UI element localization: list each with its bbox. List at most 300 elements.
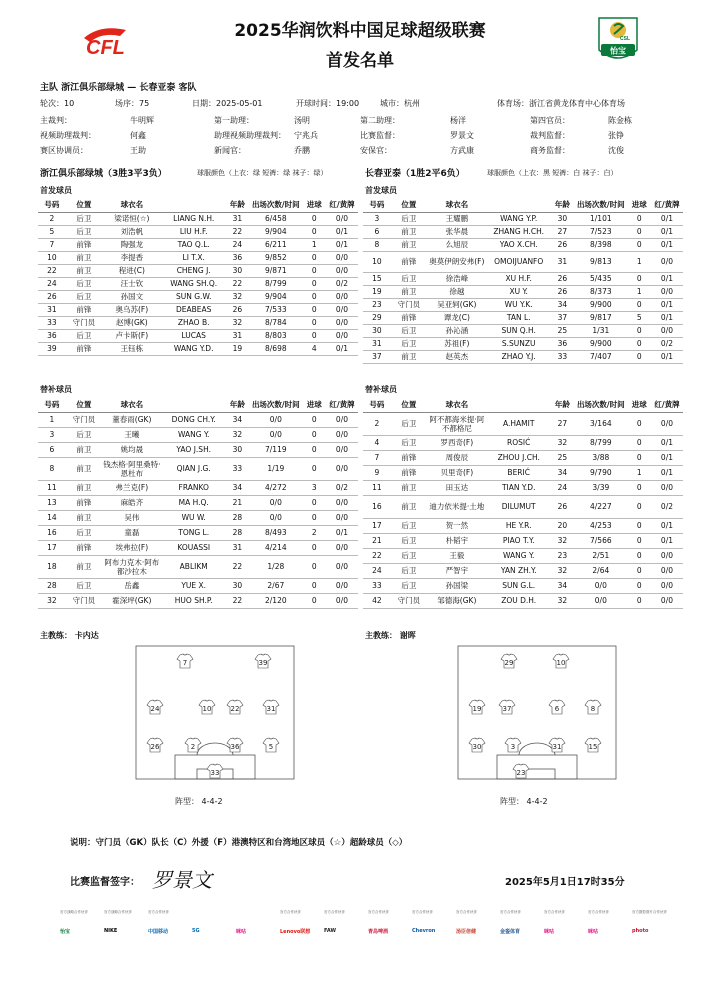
table-cell: 前卫 xyxy=(66,510,102,525)
table-cell: 贝里奇(F) xyxy=(427,465,487,480)
table-cell: TIAN Y.D. xyxy=(487,480,551,495)
table-cell: 0/0 xyxy=(326,316,358,329)
table-cell: CHENG J. xyxy=(162,264,226,277)
away-subs-table xyxy=(363,398,683,609)
table-row xyxy=(363,450,683,465)
table-cell: 9/813 xyxy=(574,251,627,272)
table-row xyxy=(38,329,358,342)
home-starters-label: 首发球员 xyxy=(40,186,72,195)
table-cell: 28 xyxy=(226,525,249,540)
table-cell: 后卫 xyxy=(66,329,102,342)
table-row xyxy=(363,285,683,298)
table-cell: 后卫 xyxy=(391,563,427,578)
table-cell: 31 xyxy=(363,337,391,350)
table-cell: 后卫 xyxy=(66,277,102,290)
table-cell: 11 xyxy=(38,480,66,495)
table-cell: 谭龙(C) xyxy=(427,311,487,324)
table-cell: DONG CH.Y. xyxy=(162,412,226,427)
table-cell: 9/904 xyxy=(249,290,302,303)
table-cell: 阿布力克木·阿布都沙拉木 xyxy=(102,555,162,578)
table-cell: 2 xyxy=(302,525,325,540)
sponsor-caption: 官方合作伙伴 xyxy=(544,910,565,914)
player-number: 10 xyxy=(202,705,212,713)
table-cell: YAO X.CH. xyxy=(487,238,551,251)
table-cell: 后卫 xyxy=(391,533,427,548)
match-header: 主队 浙江俱乐部绿城 — 长春亚泰 客队 xyxy=(40,83,197,93)
table-cell: 36 xyxy=(38,329,66,342)
supervisor-signature xyxy=(150,864,222,894)
table-cell: 汪士钦 xyxy=(102,277,162,290)
table-cell: 后卫 xyxy=(391,212,427,225)
signature-text: 罗景文 xyxy=(152,868,212,892)
player-number: 22 xyxy=(230,705,240,713)
table-cell: 0 xyxy=(627,337,650,350)
table-cell: 8/373 xyxy=(574,285,627,298)
table-cell: 前卫 xyxy=(66,555,102,578)
table-cell: 8/799 xyxy=(574,435,627,450)
table-cell: 迪力依米提·土地 xyxy=(427,495,487,518)
table-cell: 0 xyxy=(302,212,325,225)
meta-value: 牛明辉 xyxy=(130,116,154,125)
table-cell: 1/28 xyxy=(249,555,302,578)
table-cell: 奥莫伊朗安弗(F) xyxy=(427,251,487,272)
table-cell: 7/407 xyxy=(574,350,627,363)
table-cell: 0/0 xyxy=(574,578,627,593)
column-header: 红/黄牌 xyxy=(326,398,358,412)
table-cell: 钱杰格·阿里桑特·恩杜布 xyxy=(102,457,162,480)
table-cell: 34 xyxy=(226,480,249,495)
table-cell: 1 xyxy=(627,285,650,298)
table-cell: 0 xyxy=(627,548,650,563)
home-coach: 主教练： 卡内达 xyxy=(40,631,99,640)
player-number: 31 xyxy=(266,705,276,713)
table-cell: 程进(C) xyxy=(102,264,162,277)
table-cell: XU H.F. xyxy=(487,272,551,285)
table-cell: WU Y.K. xyxy=(487,298,551,311)
table-cell: 后卫 xyxy=(391,435,427,450)
table-cell: 2/51 xyxy=(574,548,627,563)
table-row xyxy=(363,495,683,518)
table-row xyxy=(363,337,683,350)
table-cell: 20 xyxy=(551,518,574,533)
table-row xyxy=(363,272,683,285)
column-header: 出场次数/时间 xyxy=(249,198,302,212)
table-cell: 0 xyxy=(627,593,650,608)
table-cell: 26 xyxy=(38,290,66,303)
table-cell: 0 xyxy=(302,442,325,457)
away-starters-table xyxy=(363,198,683,364)
table-cell: 0/0 xyxy=(249,510,302,525)
meta-label: 新闻官： xyxy=(214,146,246,155)
player-number: 39 xyxy=(258,659,268,667)
table-cell: 孙国梁 xyxy=(427,578,487,593)
table-cell: 0/2 xyxy=(651,495,683,518)
column-header: 出场次数/时间 xyxy=(249,398,302,412)
table-cell: 前锋 xyxy=(66,303,102,316)
sponsor-logo: Chevron xyxy=(412,928,436,934)
sponsor-logo: 怡宝 xyxy=(60,929,71,935)
player-number: 33 xyxy=(210,769,220,777)
sponsor-logo: NIKE xyxy=(104,928,118,934)
away-starters-label: 首发球员 xyxy=(365,186,397,195)
meta-value: 乔鹏 xyxy=(294,146,310,155)
table-cell: 33 xyxy=(551,350,574,363)
away-formation: 阵型： 4-4-2 xyxy=(500,797,548,806)
sponsor-logo: FAW xyxy=(324,928,337,934)
table-cell: 赵博(GK) xyxy=(102,316,162,329)
table-cell: 0/1 xyxy=(651,272,683,285)
table-cell: 0/1 xyxy=(651,350,683,363)
table-row xyxy=(38,303,358,316)
meta-date: 日期：2025-05-01 xyxy=(192,99,263,108)
sponsor-caption: 官方摄影图片合作伙伴 xyxy=(632,910,667,914)
table-cell: OMOIJUANFO xyxy=(487,251,551,272)
meta-value: 汤明 xyxy=(294,116,310,125)
table-cell: WANG Y.D. xyxy=(162,342,226,355)
table-cell: 前卫 xyxy=(391,225,427,238)
table-cell: YAO J.SH. xyxy=(162,442,226,457)
table-row xyxy=(38,480,358,495)
table-cell: 0 xyxy=(302,290,325,303)
table-cell: 0/1 xyxy=(651,533,683,548)
table-cell: LUCAS xyxy=(162,329,226,342)
table-cell: 后卫 xyxy=(391,337,427,350)
table-cell: LI T.X. xyxy=(162,251,226,264)
table-cell: 30 xyxy=(226,442,249,457)
table-cell: 0 xyxy=(302,225,325,238)
table-cell: 0 xyxy=(627,412,650,435)
table-cell: 34 xyxy=(551,298,574,311)
table-row xyxy=(38,593,358,608)
away-formation-pitch xyxy=(457,645,617,780)
table-cell: 0/0 xyxy=(651,578,683,593)
table-cell: 0 xyxy=(302,427,325,442)
table-cell: 0 xyxy=(302,277,325,290)
meta-label: 第一助理： xyxy=(214,116,254,125)
table-cell: 0 xyxy=(627,533,650,548)
table-cell: 0 xyxy=(302,316,325,329)
table-cell: 后卫 xyxy=(391,578,427,593)
table-cell: 奥乌苏(F) xyxy=(102,303,162,316)
table-row xyxy=(363,593,683,608)
table-cell: 0 xyxy=(627,298,650,311)
table-cell: 22 xyxy=(226,225,249,238)
table-cell: WANG Y.P. xyxy=(487,212,551,225)
table-row xyxy=(38,342,358,355)
player-number: 30 xyxy=(472,743,482,751)
table-row xyxy=(363,533,683,548)
table-cell: 1 xyxy=(302,238,325,251)
table-row xyxy=(38,412,358,427)
column-header: 红/黄牌 xyxy=(651,398,683,412)
table-cell: 守门员 xyxy=(66,412,102,427)
sponsor-strip xyxy=(60,910,680,950)
table-cell: 弗兰克(F) xyxy=(102,480,162,495)
table-cell: DILUMUT xyxy=(487,495,551,518)
table-cell: 31 xyxy=(226,540,249,555)
table-cell: 10 xyxy=(38,251,66,264)
player-number: 26 xyxy=(150,743,160,751)
table-cell: 26 xyxy=(551,272,574,285)
table-cell: 8/784 xyxy=(249,316,302,329)
table-cell: 31 xyxy=(226,329,249,342)
sponsor-caption: 官方合作伙伴 xyxy=(412,910,433,914)
table-row xyxy=(38,212,358,225)
table-cell: 1 xyxy=(627,465,650,480)
table-cell: 0 xyxy=(627,480,650,495)
column-header: 球衣名 xyxy=(427,198,487,212)
table-cell: 前卫 xyxy=(391,350,427,363)
sponsor-logo: 金銮体育 xyxy=(500,929,521,935)
table-cell: 0/0 xyxy=(249,412,302,427)
table-cell: 前锋 xyxy=(66,238,102,251)
table-cell: 25 xyxy=(551,450,574,465)
table-cell: 0/1 xyxy=(651,225,683,238)
table-cell: 30 xyxy=(551,212,574,225)
table-cell: HE Y.R. xyxy=(487,518,551,533)
column-header: 红/黄牌 xyxy=(651,198,683,212)
table-row xyxy=(38,225,358,238)
sponsor-logo: 咪咕 xyxy=(236,929,247,935)
table-cell: 7/523 xyxy=(574,225,627,238)
table-cell: 刘浩帆 xyxy=(102,225,162,238)
table-cell: 0/0 xyxy=(326,442,358,457)
table-cell: 前锋 xyxy=(391,251,427,272)
table-cell: 前卫 xyxy=(391,480,427,495)
sponsor-logo: 中国移动 xyxy=(148,929,169,935)
table-cell: 26 xyxy=(551,285,574,298)
table-cell: YUE X. xyxy=(162,578,226,593)
table-cell: 前锋 xyxy=(391,311,427,324)
table-cell: 7/566 xyxy=(574,533,627,548)
sponsor-caption: 官方合作伙伴 xyxy=(368,910,389,914)
column-header: 球衣名 xyxy=(427,398,487,412)
sponsor-logo: photo xyxy=(632,928,649,934)
player-number: 8 xyxy=(590,705,596,713)
table-cell: 前卫 xyxy=(66,442,102,457)
table-cell: 22 xyxy=(226,277,249,290)
table-cell: 2 xyxy=(363,412,391,435)
table-cell: 0/0 xyxy=(326,457,358,480)
table-cell: 岳鑫 xyxy=(102,578,162,593)
table-cell: 22 xyxy=(363,548,391,563)
table-cell: 32 xyxy=(226,427,249,442)
table-cell: 7 xyxy=(38,238,66,251)
meta-label: 主裁判： xyxy=(40,116,72,125)
table-cell: 么旭辰 xyxy=(427,238,487,251)
table-cell: 0/0 xyxy=(651,480,683,495)
table-cell: 0/1 xyxy=(326,225,358,238)
table-cell: A.HAMIT xyxy=(487,412,551,435)
away-subs-label: 替补球员 xyxy=(365,385,397,394)
table-cell: 0 xyxy=(302,412,325,427)
table-row xyxy=(38,251,358,264)
table-cell: 邹德海(GK) xyxy=(427,593,487,608)
table-row xyxy=(38,555,358,578)
table-row xyxy=(38,264,358,277)
table-cell: 后卫 xyxy=(391,518,427,533)
table-cell: 4/272 xyxy=(249,480,302,495)
meta-stadium: 体育场：浙江省黄龙体育中心体育场 xyxy=(497,99,625,108)
table-cell: 朴韬宇 xyxy=(427,533,487,548)
table-cell: 前锋 xyxy=(66,540,102,555)
table-row xyxy=(38,290,358,303)
column-header: 进球 xyxy=(627,398,650,412)
table-cell: 8/799 xyxy=(249,277,302,290)
table-cell: BERIĆ xyxy=(487,465,551,480)
table-cell: 0 xyxy=(627,578,650,593)
csl-brand-text: 怡宝 xyxy=(610,46,626,56)
home-subs-table xyxy=(38,398,358,609)
table-cell: 13 xyxy=(38,495,66,510)
table-cell: 8 xyxy=(38,457,66,480)
sponsor-caption: 官方合作伙伴 xyxy=(500,910,521,914)
column-header: 位置 xyxy=(66,398,102,412)
table-cell: 33 xyxy=(38,316,66,329)
sponsor-logo: 5G xyxy=(192,928,200,934)
player-number: 5 xyxy=(268,743,274,751)
table-cell: 守门员 xyxy=(66,316,102,329)
table-cell: 6/458 xyxy=(249,212,302,225)
table-row xyxy=(38,457,358,480)
column-header: 红/黄牌 xyxy=(326,198,358,212)
table-cell: 4 xyxy=(302,342,325,355)
table-cell: 24 xyxy=(363,563,391,578)
player-number: 3 xyxy=(510,743,516,751)
table-cell: ABLIKM xyxy=(162,555,226,578)
table-cell: 26 xyxy=(551,495,574,518)
table-cell: 22 xyxy=(38,264,66,277)
table-cell: 后卫 xyxy=(391,548,427,563)
table-header-row xyxy=(363,398,683,412)
table-cell: 后卫 xyxy=(66,578,102,593)
table-cell: 0/1 xyxy=(651,298,683,311)
table-cell: 0 xyxy=(302,264,325,277)
table-cell: ZOU D.H. xyxy=(487,593,551,608)
table-row xyxy=(38,238,358,251)
table-row xyxy=(363,311,683,324)
table-cell: 0 xyxy=(627,212,650,225)
table-row xyxy=(363,324,683,337)
player-number: 31 xyxy=(552,743,562,751)
table-cell: 32 xyxy=(551,563,574,578)
table-cell: 0/0 xyxy=(326,290,358,303)
table-cell: 8/493 xyxy=(249,525,302,540)
table-cell: YAN ZH.Y. xyxy=(487,563,551,578)
table-cell: 前卫 xyxy=(66,251,102,264)
table-row xyxy=(38,427,358,442)
table-cell: 守门员 xyxy=(391,593,427,608)
table-cell: 2 xyxy=(38,212,66,225)
table-cell: TAO Q.L. xyxy=(162,238,226,251)
sponsor-caption: 官方战略合作伙伴 xyxy=(60,910,88,914)
table-cell: 后卫 xyxy=(66,225,102,238)
table-cell: 10 xyxy=(363,251,391,272)
table-cell: MA H.Q. xyxy=(162,495,226,510)
table-cell: 0/1 xyxy=(326,238,358,251)
table-cell: 0 xyxy=(627,563,650,578)
table-cell: 9/904 xyxy=(249,225,302,238)
table-cell: 0/0 xyxy=(326,329,358,342)
table-cell: 后卫 xyxy=(391,412,427,435)
table-cell: WANG Y. xyxy=(487,548,551,563)
away-coach: 主教练： 谢晖 xyxy=(365,631,416,640)
table-cell: KOUASSI xyxy=(162,540,226,555)
table-cell: 0/0 xyxy=(651,324,683,337)
table-cell: SUN G.L. xyxy=(487,578,551,593)
table-cell: 0/1 xyxy=(651,450,683,465)
table-cell: 0 xyxy=(302,578,325,593)
table-cell: 7/533 xyxy=(249,303,302,316)
table-cell: 34 xyxy=(226,412,249,427)
player-number: 37 xyxy=(502,705,512,713)
table-cell: 0/1 xyxy=(326,342,358,355)
table-cell: 1 xyxy=(38,412,66,427)
table-cell: 卢卡斯(F) xyxy=(102,329,162,342)
table-cell: 0/0 xyxy=(651,251,683,272)
table-cell: 0/1 xyxy=(326,525,358,540)
table-cell: 23 xyxy=(363,298,391,311)
table-cell: 36 xyxy=(551,337,574,350)
table-cell: 苏祖(F) xyxy=(427,337,487,350)
table-cell: 42 xyxy=(363,593,391,608)
sponsor-logo: Lenovo联想 xyxy=(280,929,311,935)
table-cell: 22 xyxy=(226,555,249,578)
table-row xyxy=(38,316,358,329)
table-cell: 0 xyxy=(627,238,650,251)
sponsor-caption: 官方合作伙伴 xyxy=(280,910,301,914)
table-cell: 27 xyxy=(551,412,574,435)
table-cell: 贺一然 xyxy=(427,518,487,533)
table-cell: 前卫 xyxy=(391,285,427,298)
sponsor-caption: 官方合作伙伴 xyxy=(588,910,609,914)
table-row xyxy=(38,525,358,540)
table-cell: 24 xyxy=(551,480,574,495)
table-cell: 32 xyxy=(551,435,574,450)
table-cell: 徐浩峰 xyxy=(427,272,487,285)
table-cell: ZHOU J.CH. xyxy=(487,450,551,465)
table-cell: 8/698 xyxy=(249,342,302,355)
table-cell: 0/0 xyxy=(326,427,358,442)
table-cell: 3 xyxy=(38,427,66,442)
meta-label: 裁判监督： xyxy=(530,131,570,140)
table-cell: 王曦 xyxy=(102,427,162,442)
table-row xyxy=(363,435,683,450)
table-row xyxy=(363,578,683,593)
column-header: 进球 xyxy=(302,198,325,212)
player-number: 7 xyxy=(182,659,188,667)
table-cell: 埃弗拉(F) xyxy=(102,540,162,555)
sponsor-logo: 咪咕 xyxy=(588,929,599,935)
table-cell: 前锋 xyxy=(391,465,427,480)
table-cell: 15 xyxy=(363,272,391,285)
table-cell: 3 xyxy=(302,480,325,495)
table-cell: 0/0 xyxy=(651,548,683,563)
table-cell: 前锋 xyxy=(66,495,102,510)
column-header: 球衣名 xyxy=(102,398,162,412)
player-number: 29 xyxy=(504,659,514,667)
table-cell: SUN G.W. xyxy=(162,290,226,303)
table-cell: 0 xyxy=(627,350,650,363)
meta-label: 安保官： xyxy=(360,146,392,155)
player-number: 19 xyxy=(472,705,482,713)
home-formation-pitch xyxy=(135,645,295,780)
table-cell: 0 xyxy=(302,457,325,480)
table-cell: QIAN J.G. xyxy=(162,457,226,480)
table-cell: 4/227 xyxy=(574,495,627,518)
table-cell: 1/31 xyxy=(574,324,627,337)
table-cell: 前锋 xyxy=(66,342,102,355)
